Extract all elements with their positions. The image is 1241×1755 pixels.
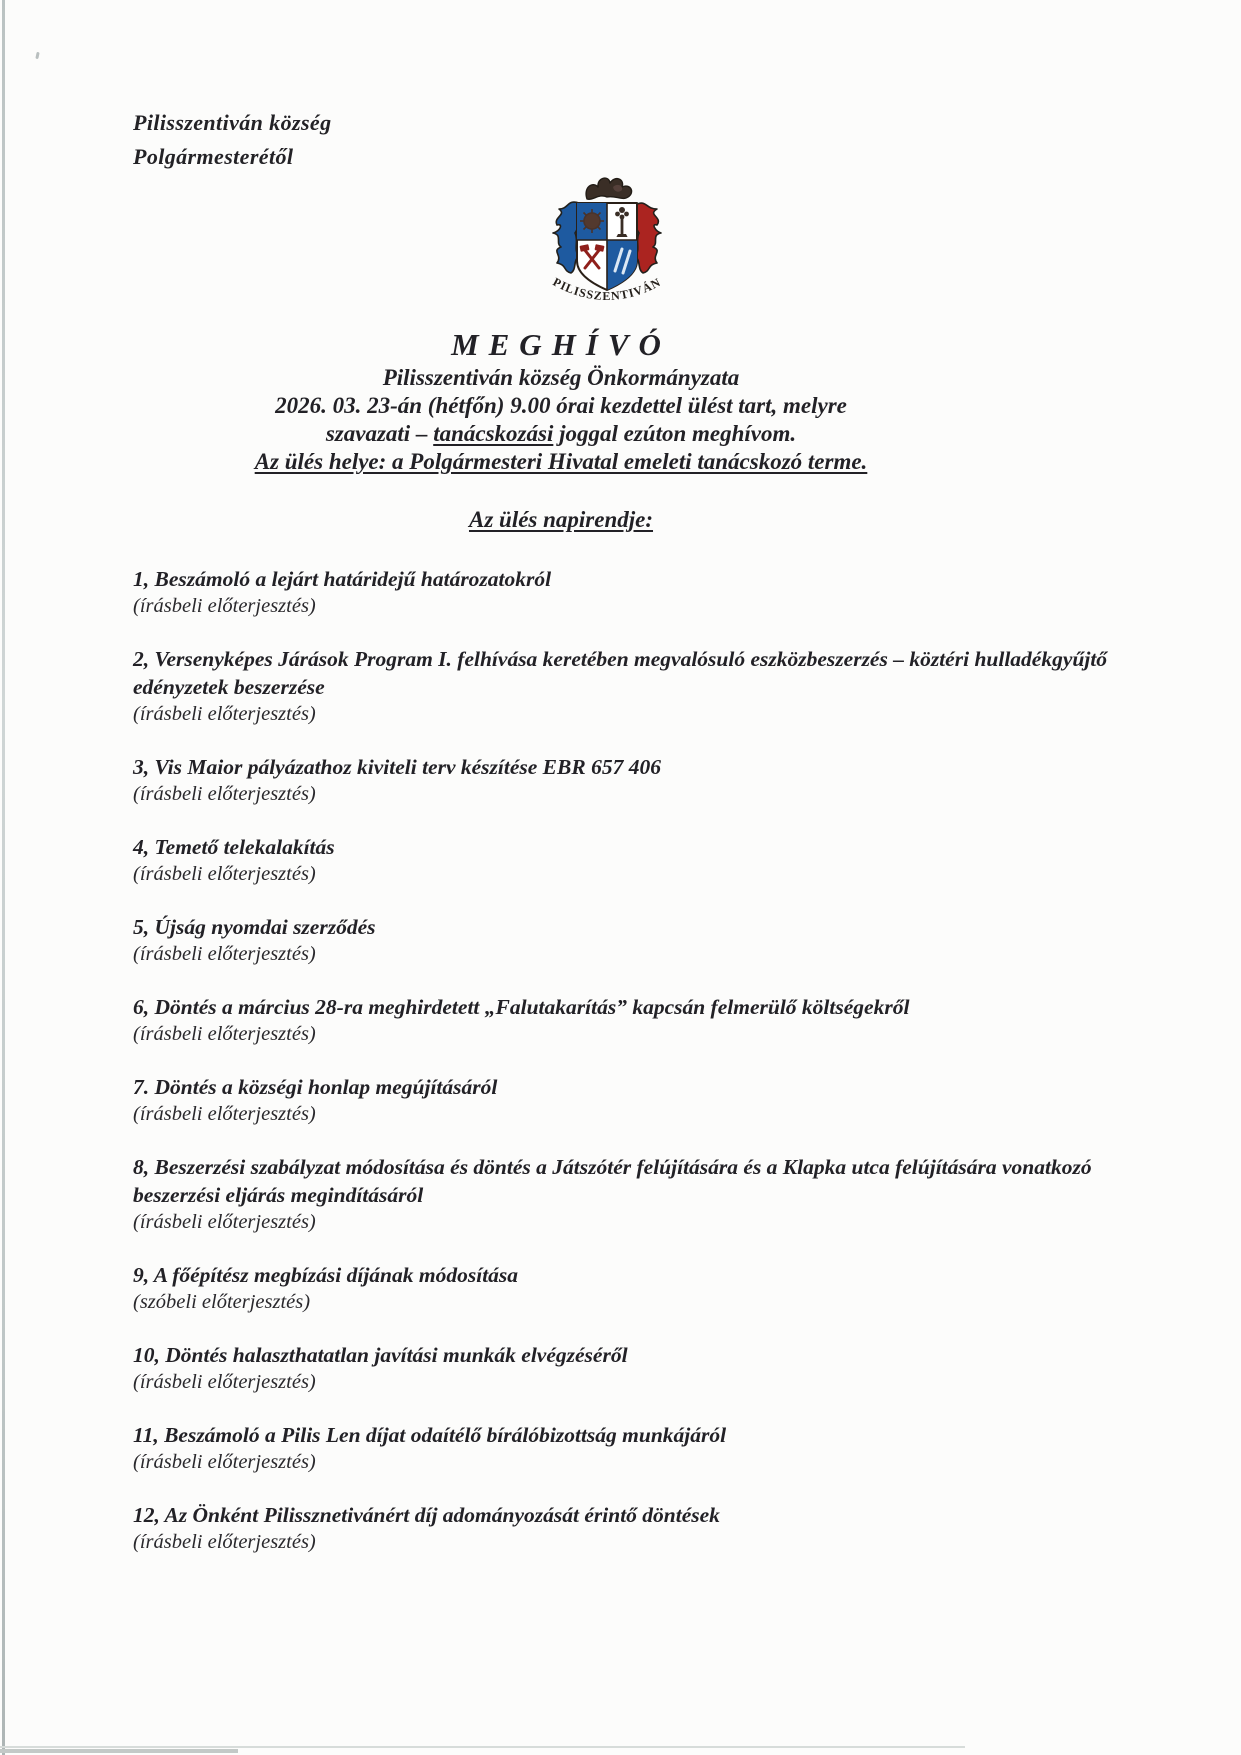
- agenda-item: [133, 913, 1145, 968]
- agenda-item-note: (szóbeli előterjesztés): [133, 1291, 311, 1313]
- agenda-item-title: 10, Döntés halaszthatatlan javítási munkák elvégzéséről: [133, 1343, 628, 1367]
- agenda-item-title: 5, Újság nyomdai szerződés: [133, 915, 376, 939]
- agenda-item-note: (írásbeli előterjesztés): [133, 863, 316, 885]
- scan-artifact-bottom-line: [0, 1746, 965, 1748]
- scan-artifact-bottom-line-dark: [0, 1749, 238, 1753]
- agenda-item: [133, 1501, 1145, 1556]
- agenda-item-note: (írásbeli előterjesztés): [133, 595, 316, 617]
- agenda-item: [133, 993, 1145, 1048]
- agenda-item: [133, 1421, 1145, 1476]
- agenda-item-note: (írásbeli előterjesztés): [133, 1371, 316, 1393]
- agenda-item-title: 4, Temető telekalakítás: [133, 835, 335, 859]
- scan-artifact-left-edge: [2, 0, 5, 1755]
- agenda-item-title: 11, Beszámoló a Pilis Len díjat odaítélő bírálóbizottság munkájáról: [133, 1423, 727, 1447]
- agenda-item-title: 8, Beszerzési szabályzat módosítása és döntés a Játszótér felújítására és a Klapka utca felújítására vonatkozó beszerzési eljárás megindításáról: [133, 1155, 1092, 1207]
- sender-municipality: Pilisszentiván község: [133, 110, 332, 135]
- invitation-header-block: [60, 325, 1062, 476]
- scan-artifact-speck: [35, 52, 39, 59]
- agenda-item: [133, 753, 1145, 808]
- agenda-item: [133, 1261, 1145, 1316]
- agenda-item-title: 3, Vis Maior pályázathoz kiviteli terv készítése EBR 657 406: [133, 755, 661, 779]
- agenda-heading: Az ülés napirendje:: [468, 507, 654, 532]
- agenda-item-note: (írásbeli előterjesztés): [133, 1103, 316, 1125]
- invite-underlined-word: tanácskozási: [433, 421, 554, 446]
- agenda-item-note: (írásbeli előterjesztés): [133, 943, 316, 965]
- agenda-item: [133, 833, 1145, 888]
- coat-of-arms-banner-text: PILISSZENTIVÁN: [550, 274, 664, 304]
- agenda-item-note: (írásbeli előterjesztés): [133, 703, 316, 725]
- agenda-item: [133, 565, 1145, 620]
- invite-suffix: joggal ezúton meghívom.: [553, 421, 797, 446]
- agenda-item-note: (írásbeli előterjesztés): [133, 1211, 316, 1233]
- agenda-item-title: 6, Döntés a március 28-ra meghirdetett „Falutakarítás” kapcsán felmerülő költségekről: [133, 995, 910, 1019]
- agenda-item-title: 9, A főépítész megbízási díjának módosítása: [133, 1263, 519, 1287]
- agenda-list: [133, 565, 1145, 1581]
- sender-block: [133, 106, 331, 174]
- meeting-datetime-line: 2026. 03. 23-án (hétfőn) 9.00 órai kezdettel ülést tart, melyre: [275, 393, 847, 418]
- meeting-location-line: Az ülés helye: a Polgármesteri Hivatal emeleti tanácskozó terme.: [254, 449, 868, 474]
- municipal-coat-of-arms-icon: [543, 173, 671, 317]
- organization-line: Pilisszentiván község Önkormányzata: [382, 365, 740, 390]
- agenda-item: [133, 645, 1145, 728]
- sender-office: Polgármesterétől: [133, 144, 294, 169]
- agenda-item-title: 2, Versenyképes Járások Program I. felhívása keretében megvalósuló eszközbeszerzés – köztéri hulladékgyűjtő edényzetek beszerzése: [133, 647, 1108, 699]
- agenda-item-title: 1, Beszámoló a lejárt határidejű határozatokról: [133, 567, 552, 591]
- agenda-item-note: (írásbeli előterjesztés): [133, 1023, 316, 1045]
- agenda-item-note: (írásbeli előterjesztés): [133, 1451, 316, 1473]
- agenda-item: [133, 1153, 1145, 1236]
- agenda-item-note: (írásbeli előterjesztés): [133, 1531, 316, 1553]
- agenda-item-title: 12, Az Önként Pilissznetivánért díj adományozását érintő döntések: [133, 1503, 720, 1527]
- agenda-item-title: 7. Döntés a községi honlap megújításáról: [133, 1075, 498, 1099]
- document-title: MEGHÍVÓ: [451, 327, 671, 362]
- invite-prefix: szavazati –: [325, 421, 434, 446]
- invitation-rights-line: [60, 420, 1062, 448]
- agenda-item: [133, 1341, 1145, 1396]
- agenda-item: [133, 1073, 1145, 1128]
- agenda-item-note: (írásbeli előterjesztés): [133, 783, 316, 805]
